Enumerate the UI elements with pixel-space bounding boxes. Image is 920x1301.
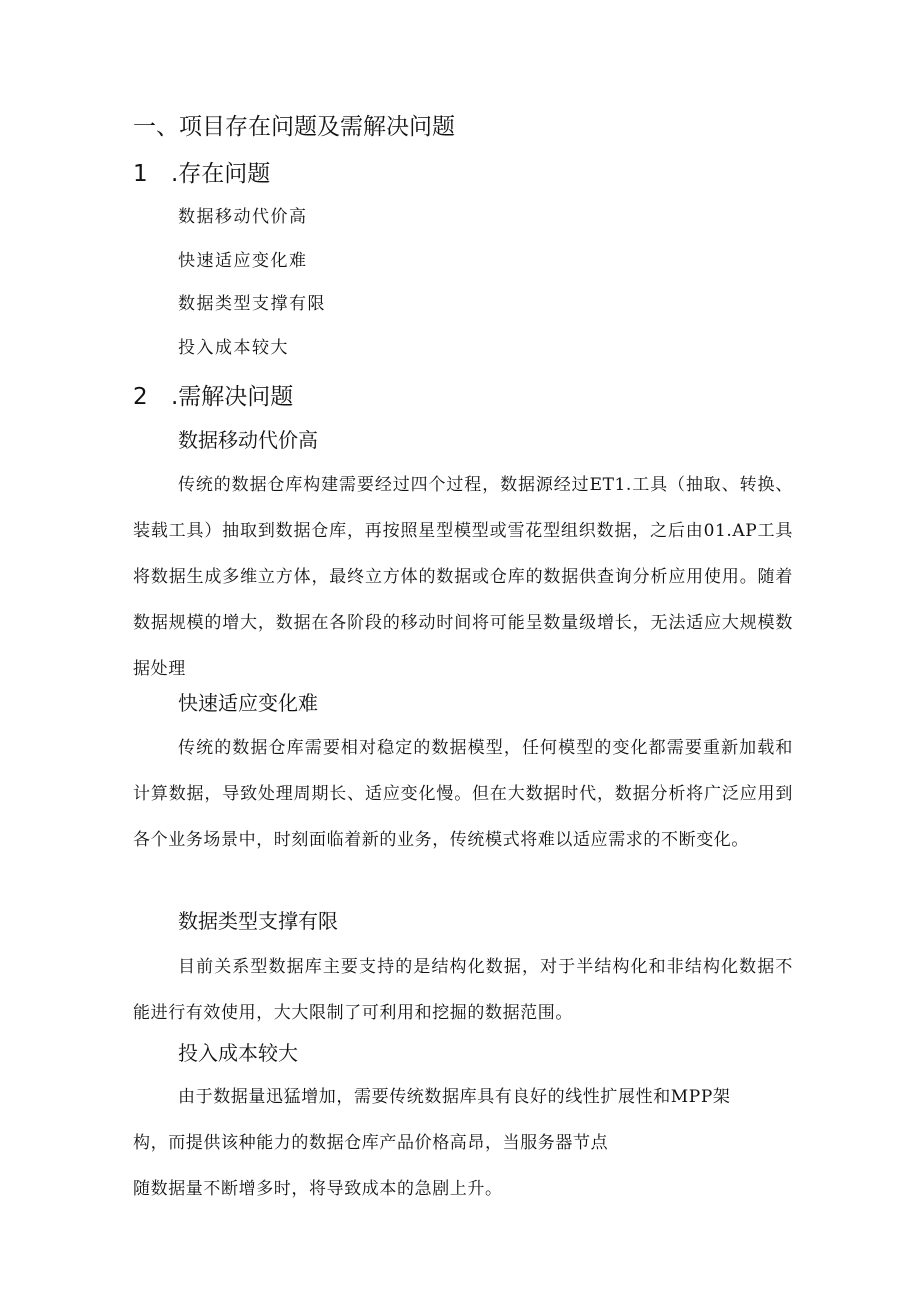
main-heading: 一、项目存在问题及需解决问题 [133, 114, 455, 140]
subsection-paragraph: 目前关系型数据库主要支持的是结构化数据，对于半结构化和非结构化数据不能进行有效使用，大大限制了可利用和挖掘的数据范围。 [133, 957, 793, 1023]
section-2-number: 2 [133, 384, 148, 410]
issue-item: 投入成本较大 [178, 338, 289, 358]
section-1-number: 1 [133, 161, 148, 187]
issue-item: 数据移动代价高 [178, 207, 308, 227]
subsection-paragraph: 传统的数据仓库需要相对稳定的数据模型，任何模型的变化都需要重新加载和计算数据，导致处理周期长、适应变化慢。但在大数据时代，数据分析将广泛应用到各个业务场景中，时刻面临着新的业务，传统模式将难以适应需求的不断变化。 [133, 738, 793, 850]
paragraph-line: 构，而提供该种能力的数据仓库产品价格高昂，当服务器节点 [133, 1133, 609, 1153]
issue-item: 数据类型支撑有限 [178, 294, 326, 314]
section-1-heading [133, 157, 270, 191]
issue-item: 快速适应变化难 [178, 251, 308, 271]
subsection-title: 快速适应变化难 [178, 691, 318, 715]
subsection-title: 数据移动代价高 [178, 428, 318, 452]
section-1-title: .存在问题 [171, 161, 271, 187]
subsection-title: 数据类型支撑有限 [178, 909, 338, 933]
section-2-heading [133, 380, 293, 414]
section-2-title: .需解决问题 [171, 384, 294, 410]
subsection-paragraph: 传统的数据仓库构建需要经过四个过程，数据源经过ET1.工具（抽取、转换、装载工具）抽取到数据仓库，再按照星型模型或雪花型组织数据，之后由01.AP工具将数据生成多维立方体，最终立方体的数据或仓库的数据供查询分析应用使用。随着数据规模的增大，数据在各阶段的移动时间将可能呈数量级增长，无法适应大规模数据处理 [133, 475, 793, 679]
paragraph-line: 随数据量不断增多时，将导致成本的急剧上升。 [133, 1179, 503, 1199]
subsection-title: 投入成本较大 [178, 1041, 298, 1065]
paragraph-line: 由于数据量迅猛增加，需要传统数据库具有良好的线性扩展性和MPP架 [178, 1087, 731, 1107]
subsection-paragraph [133, 1074, 793, 1212]
